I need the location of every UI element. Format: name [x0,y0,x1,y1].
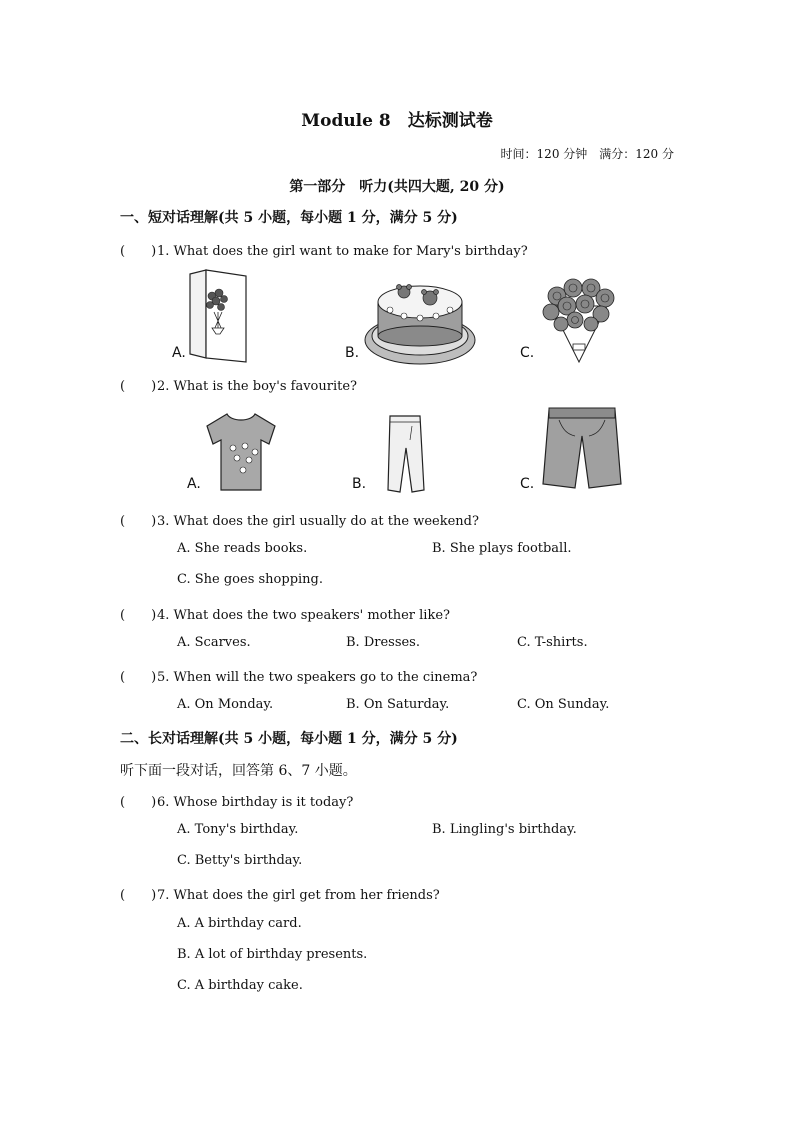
jeans-image [384,414,428,494]
shorts-image [541,406,623,492]
option-a[interactable]: A. On Monday. [177,697,274,712]
answer-blank[interactable]: ( ) [120,888,157,903]
question-1 [120,240,528,259]
birthday-cake-image [364,272,476,366]
option-b[interactable]: B. On Saturday. [346,697,450,712]
option-label-b: B. [352,476,367,492]
option-b[interactable]: B. Dresses. [346,635,420,650]
answer-blank[interactable]: ( ) [120,670,157,685]
section-2-instruction: 听下面一段对话，回答第 6、7 小题。 [120,763,357,779]
answer-blank[interactable]: ( ) [120,608,157,623]
option-b[interactable]: B. She plays football. [432,541,572,556]
option-c[interactable]: C. She goes shopping. [177,572,323,587]
question-text: 4. What does the two speakers' mother like? [157,608,451,623]
option-a[interactable]: A. A birthday card. [177,916,302,931]
answer-blank[interactable]: ( ) [120,795,157,810]
option-label-a: A. [172,345,186,361]
question-text: 2. What is the boy's favourite? [157,379,357,394]
answer-blank[interactable]: ( ) [120,379,157,394]
t-shirt-image [203,412,279,492]
option-label-c: C. [520,476,535,492]
option-a[interactable]: A. She reads books. [177,541,308,556]
option-c[interactable]: C. Betty's birthday. [177,853,303,868]
question-text: 3. What does the girl usually do at the weekend? [157,514,479,529]
answer-blank[interactable]: ( ) [120,514,157,529]
option-c[interactable]: C. A birthday cake. [177,978,303,993]
question-text: 1. What does the girl want to make for Mary's birthday? [157,244,528,259]
question-7 [120,884,440,903]
birthday-card-image [188,268,248,364]
option-b[interactable]: B. A lot of birthday presents. [177,947,368,962]
question-text: 7. What does the girl get from her friends? [157,888,440,903]
question-text: 5. When will the two speakers go to the cinema? [157,670,478,685]
option-b[interactable]: B. Lingling's birthday. [432,822,577,837]
flower-bouquet-image [537,276,621,364]
section-2-heading: 二、长对话理解(共 5 小题，每小题 1 分，满分 5 分) [120,731,458,747]
page-title: Module 8 达标测试卷 [301,111,493,131]
part-heading: 第一部分 听力(共四大题, 20 分) [289,179,505,195]
question-4 [120,604,450,623]
option-c[interactable]: C. On Sunday. [517,697,610,712]
option-a[interactable]: A. Scarves. [177,635,251,650]
question-3 [120,510,479,529]
question-6 [120,791,353,810]
option-label-a: A. [187,476,201,492]
option-c[interactable]: C. T-shirts. [517,635,588,650]
option-a[interactable]: A. Tony's birthday. [177,822,299,837]
section-1-heading: 一、短对话理解(共 5 小题，每小题 1 分，满分 5 分) [120,210,458,226]
question-5 [120,666,477,685]
option-label-c: C. [520,345,535,361]
question-2 [120,375,357,394]
option-label-b: B. [345,345,360,361]
question-text: 6. Whose birthday is it today? [157,795,354,810]
exam-meta: 时间：120 分钟 满分：120 分 [500,147,674,161]
answer-blank[interactable]: ( ) [120,244,157,259]
